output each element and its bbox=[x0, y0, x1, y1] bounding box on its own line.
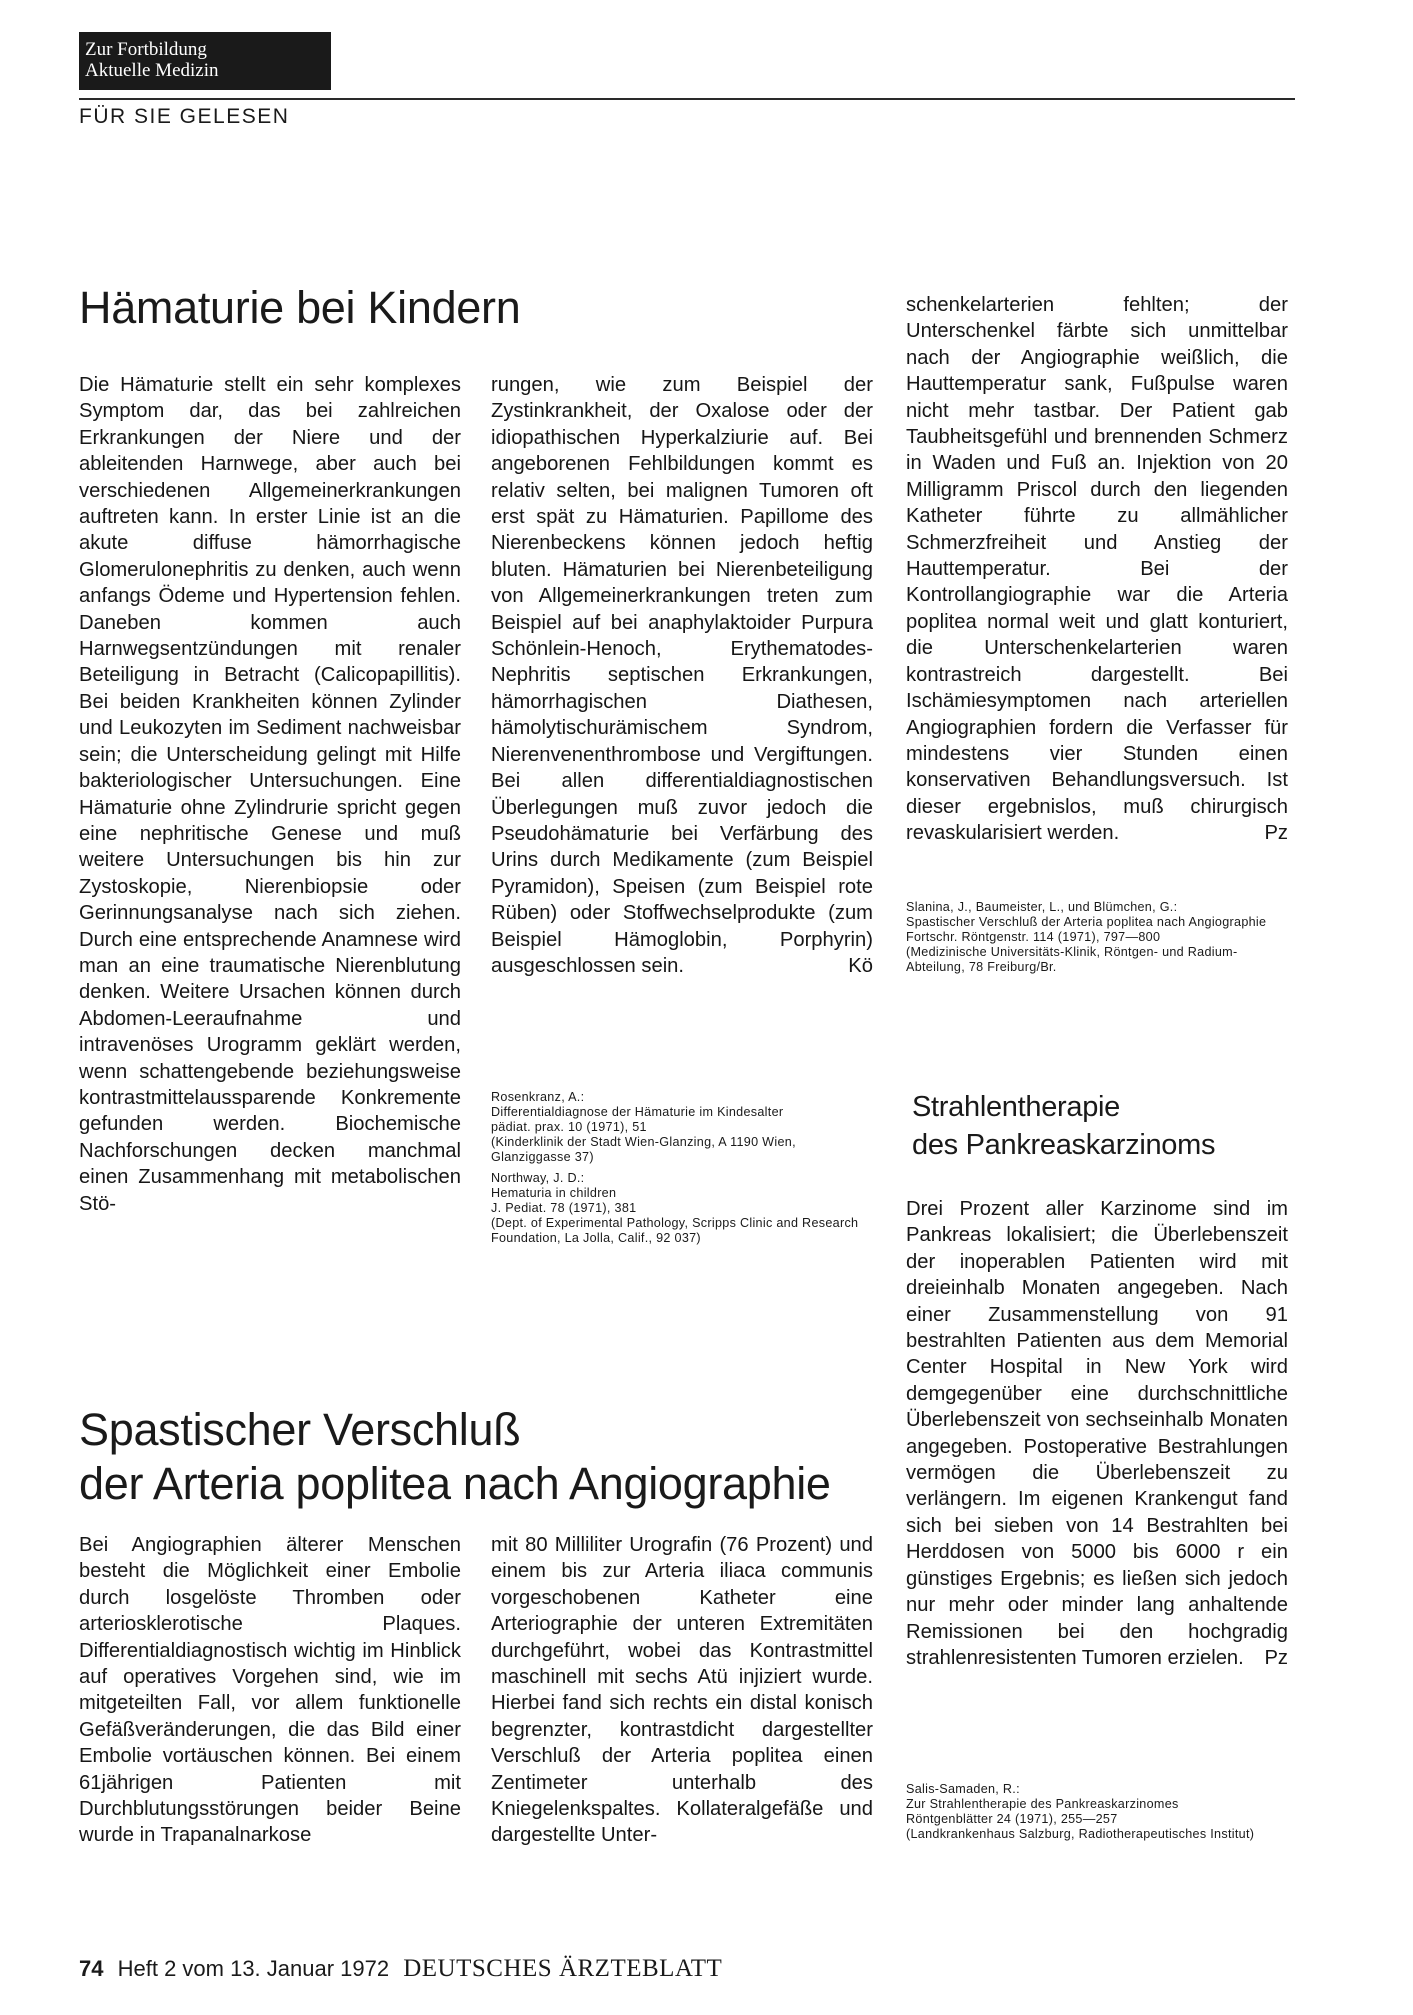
reference-title: Differentialdiagnose der Hämaturie im Kindesalter bbox=[491, 1105, 784, 1119]
page-number: 74 bbox=[79, 1956, 104, 1981]
article1-reference-1 bbox=[491, 1090, 873, 1165]
reference-source: Röntgenblätter 24 (1971), 255—257 bbox=[906, 1812, 1118, 1826]
article3-body-text: Drei Prozent aller Karzinome sind im Pankreas lokalisiert; die Überlebenszeit der inoperablen Patienten wird mit dreieinhalb Monaten angegeben. Nach einer Zusammenstellung von 91 bestrahlten Patienten aus dem Memorial Center Hospital in New York wird demgegenüber eine durchschnittliche Überlebenszeit von sechseinhalb Monaten angegeben. Postoperative Bestrahlungen vermögen die Überlebenszeit zu verlängern. Im eigenen Krankengut fand sich bei sieben von 14 Bestrahlten bei Herddosen von 5000 bis 6000 r ein günstiges Ergebnis; es ließen sich jedoch nur mehr oder minder lang anhaltende Remissionen bei den hochgradig strahlenresistenten Tumoren erzielen. bbox=[906, 1198, 1288, 1669]
article2-title-line-2: der Arteria poplitea nach Angiographie bbox=[79, 1458, 831, 1509]
article2-signature: Pz bbox=[1264, 822, 1288, 845]
article2-column-2: mit 80 Milliliter Urografin (76 Prozent) und einem bis zur Arteria iliaca communis vorgeschobenen Katheter eine Arteriographie der unteren Extremitäten durchgeführt, wobei das Kontrastmittel maschinell mit sechs Atü injiziert wurde. Hierbei fand sich rechts ein distal konisch begrenzter, kontrastdicht dargestellter Verschluß der Arteria poplitea einen Zentimeter unterhalb des Kniegelenkspaltes. Kollateralgefäße und dargestellte Unter- bbox=[491, 1534, 873, 1847]
reference-title: Spastischer Verschluß der Arteria poplitea nach Angiographie bbox=[906, 915, 1267, 929]
article1-column-2-text: rungen, wie zum Beispiel der Zystinkrankheit, der Oxalose oder der idiopathischen Hyperkalziurie auf. Bei angeborenen Fehlbildungen kommt es relativ selten, bei malignen Tumoren oft erst spät zu Hämaturien. Papillome des Nierenbeckens können jedoch heftig bluten. Hämaturien bei Nierenbeteiligung von Allgemeinerkrankungen treten zum Beispiel auf bei anaphylaktoider Purpura Schönlein-Henoch, Erythematodes-Nephritis septischen Erkrankungen, hämorrhagischen Diathesen, hämolytischurämischem Syndrom, Nierenvenenthrombose und Vergiftungen. Bei allen differentialdiagnostischen Überlegungen muß zuvor jedoch die Pseudohämaturie bei Verfärbung des Urins durch Medikamente (zum Beispiel Pyramidon), Speisen (zum Beispiel rote Rüben) oder Stoffwechselprodukte (zum Beispiel Hämoglobin, Porphyrin) ausgeschlossen sein. bbox=[491, 374, 873, 977]
journal-name: DEUTSCHES ÄRZTEBLATT bbox=[403, 1955, 723, 1982]
article-title-haematurie: Hämaturie bei Kindern bbox=[79, 282, 521, 333]
reference-source: Fortschr. Röntgenstr. 114 (1971), 797—800 bbox=[906, 930, 1161, 944]
reference-source: J. Pediat. 78 (1971), 381 bbox=[491, 1201, 637, 1215]
section-tag-line-1: Zur Fortbildung bbox=[85, 39, 207, 60]
reference-author: Slanina, J., Baumeister, L., und Blümchen, G.: bbox=[906, 900, 1178, 914]
article3-title-line-1: Strahlentherapie bbox=[912, 1091, 1121, 1123]
header-rule bbox=[79, 98, 1295, 100]
article2-column-3 bbox=[906, 292, 1288, 847]
article1-signature: Kö bbox=[848, 954, 873, 977]
page-footer bbox=[79, 1955, 722, 1983]
issue-info: Heft 2 vom 13. Januar 1972 bbox=[117, 1956, 390, 1981]
article1-column-1: Die Hämaturie stellt ein sehr komplexes Symptom dar, das bei zahlreichen Erkrankungen der Niere und der ableitenden Harnwege, aber auch bei verschiedenen Allgemeinerkrankungen auftreten kann. In erster Linie ist an die akute diffuse hämorrhagische Glomerulonephritis zu denken, auch wenn anfangs Ödeme und Hypertension fehlen. Daneben kommen auch Harnwegsentzündungen mit renaler Beteiligung in Betracht (Calicopapillitis). Bei beiden Krankheiten können Zylinder und Leukozyten im Sediment nachweisbar sein; die Unterscheidung gelingt mit Hilfe bakteriologischer Untersuchungen. Eine Hämaturie ohne Zylindrurie spricht gegen eine nephritische Genese und muß weitere Untersuchungen bis hin zur Zystoskopie, Nierenbiopsie oder Gerinnungsanalyse nach sich ziehen. Durch eine entsprechende Anamnese wird man an eine traumatische Nierenblutung denken. Weitere Ursachen können durch Abdomen-Leeraufnahme und intravenöses Urogramm geklärt werden, wenn schattengebende beziehungsweise kontrastmittelaussparende Konkremente gefunden werden. Biochemische Nachforschungen decken manchmal einen Zusammenhang mit metabolischen Stö- bbox=[79, 374, 461, 1215]
article2-reference bbox=[906, 900, 1288, 981]
reference-affiliation: (Medizinische Universitäts-Klinik, Röntgen- und Radium-Abteilung, 78 Freiburg/Br. bbox=[906, 945, 1238, 974]
reference-affiliation: (Dept. of Experimental Pathology, Scripps Clinic and Research Foundation, La Jolla, Calif., 92 037) bbox=[491, 1216, 859, 1245]
reference-source: pädiat. prax. 10 (1971), 51 bbox=[491, 1120, 647, 1134]
reference-affiliation: (Landkrankenhaus Salzburg, Radiotherapeutisches Institut) bbox=[906, 1827, 1255, 1841]
article-title-strahlentherapie bbox=[912, 1088, 1215, 1164]
article-title-verschluss bbox=[79, 1403, 831, 1511]
reference-title: Zur Strahlentherapie des Pankreaskarzinomes bbox=[906, 1797, 1179, 1811]
article2-column-1: Bei Angiographien älterer Menschen besteht die Möglichkeit einer Embolie durch losgelöste Thromben oder arteriosklerotische Plaques. Differentialdiagnostisch wichtig im Hinblick auf operatives Vorgehen sind, wie im mitgeteilten Fall, vor allem funktionelle Gefäßveränderungen, die das Bild einer Embolie vortäuschen können. Bei einem 61jährigen Patienten mit Durchblutungsstörungen beider Beine wurde in Trapanalnarkose bbox=[79, 1534, 461, 1847]
article3-signature: Pz bbox=[1264, 1646, 1288, 1669]
article2-reference-entry bbox=[906, 900, 1288, 975]
article1-reference-2 bbox=[491, 1171, 873, 1246]
reference-author: Rosenkranz, A.: bbox=[491, 1090, 585, 1104]
rubric-label: FÜR SIE GELESEN bbox=[79, 105, 290, 128]
reference-title: Hematuria in children bbox=[491, 1186, 617, 1200]
reference-affiliation: (Kinderklinik der Stadt Wien-Glanzing, A 1190 Wien, Glanziggasse 37) bbox=[491, 1135, 796, 1164]
article3-reference-entry bbox=[906, 1782, 1288, 1842]
article1-references bbox=[491, 1090, 873, 1252]
article3-reference bbox=[906, 1782, 1288, 1848]
reference-author: Salis-Samaden, R.: bbox=[906, 1782, 1020, 1796]
article3-title-line-2: des Pankreaskarzinoms bbox=[912, 1129, 1216, 1161]
article2-title-line-1: Spastischer Verschluß bbox=[79, 1404, 521, 1455]
article3-body bbox=[906, 1196, 1288, 1671]
section-tag bbox=[79, 32, 331, 90]
article1-column-2 bbox=[491, 372, 873, 979]
reference-author: Northway, J. D.: bbox=[491, 1171, 585, 1185]
section-tag-line-2: Aktuelle Medizin bbox=[85, 60, 219, 81]
article2-column-3-text: schenkelarterien fehlten; der Unterschenkel färbte sich unmittelbar nach der Angiographie weißlich, die Hauttemperatur sank, Fußpulse waren nicht mehr tastbar. Der Patient gab Taubheitsgefühl und brennenden Schmerz in Waden und Fuß an. Injektion von 20 Milligramm Priscol durch den liegenden Katheter führte zu allmählicher Schmerzfreiheit und Anstieg der Hauttemperatur. Bei der Kontrollangiographie war die Arteria poplitea normal weit und glatt konturiert, die Unterschenkelarterien waren kontrastreich dargestellt. Bei Ischämiesymptomen nach arteriellen Angiographien fordern die Verfasser für mindestens vier Stunden einen konservativen Behandlungsversuch. Ist dieser ergebnislos, muß chirurgisch revaskularisiert werden. bbox=[906, 294, 1288, 845]
